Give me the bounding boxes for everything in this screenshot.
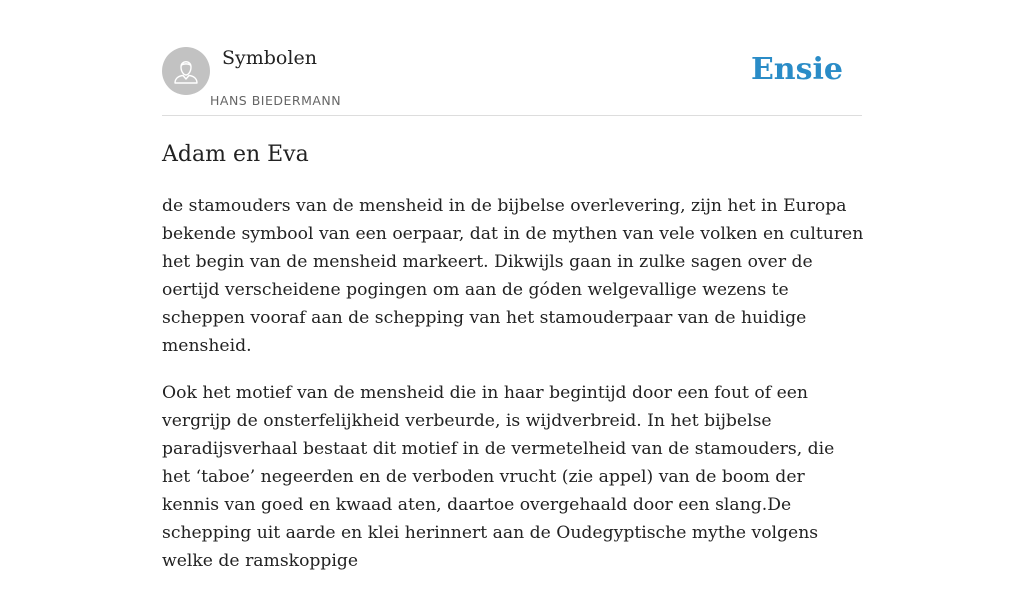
avatar[interactable]	[162, 47, 210, 95]
article-paragraph: de stamouders van de mensheid in de bijbelse overlevering, zijn het in Europa bekende symbool van een oerpaar, dat in de mythen van vele volken en culturen het begin van de mensheid markeert. Dikwijls gaan in zulke sagen over de oertijd verscheidene pogingen om aan de góden welgevallige wezens te scheppen vooraf aan de schepping van het stamouderpaar van de huidige mensheid.	[162, 196, 864, 356]
header-divider	[162, 115, 862, 116]
author-name[interactable]: HANS BIEDERMANN	[210, 93, 342, 108]
user-icon	[162, 47, 210, 95]
article-paragraph: Ook het motief van de mensheid die in haar begintijd door een fout of een vergrijp de onsterfelijkheid verbeurde, is wijdverbreid. In het bijbelse paradijsverhaal bestaat dit motief in de vermetelheid van de stamouders, die het ‘taboe’ negeerden en de verboden vrucht (zie appel) van de boom der kennis van goed en kwaad aten, daartoe overgehaald door een slang.De schepping uit aarde en klei herinnert aan de Oudegyptische mythe volgens welke de ramskoppige	[162, 383, 835, 571]
article-title: Adam en Eva	[162, 142, 309, 167]
source-title[interactable]: Symbolen	[222, 47, 317, 69]
site-logo[interactable]: Ensie	[750, 52, 843, 87]
article-body	[162, 192, 864, 594]
header	[162, 46, 862, 116]
